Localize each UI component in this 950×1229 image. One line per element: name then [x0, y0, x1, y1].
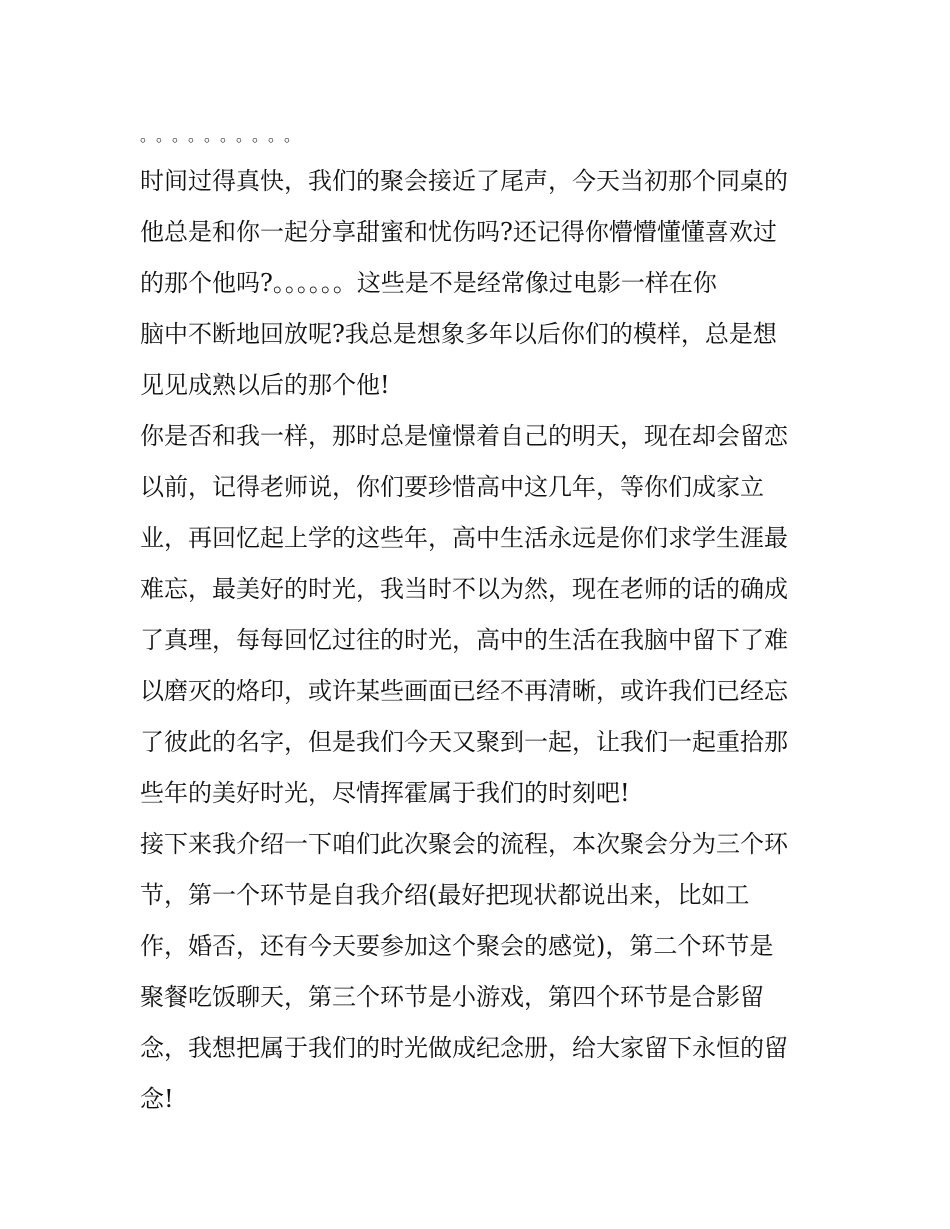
text-line: 脑中不断地回放呢?我总是想象多年以后你们的模样，总是想: [140, 320, 777, 348]
text-line: 念!: [140, 1085, 174, 1113]
text-line: 些年的美好时光，尽情挥霍属于我们的时刻吧!: [140, 779, 630, 807]
text-line: 接下来我介绍一下咱们此次聚会的流程，本次聚会分为三个环: [140, 830, 788, 858]
text-line: 以前，记得老师说，你们要珍惜高中这几年，等你们成家立: [140, 473, 764, 501]
text-line: 难忘，最美好的时光，我当时不以为然，现在老师的话的确成: [140, 575, 788, 603]
text-line: 作，婚否，还有今天要参加这个聚会的感觉)，第二个环节是: [140, 932, 774, 960]
paragraph-3: [140, 819, 820, 1125]
text-line: 见见成熟以后的那个他!: [140, 371, 390, 399]
text-line: 你是否和我一样，那时总是憧憬着自己的明天，现在却会留恋: [140, 422, 788, 450]
document-body: [140, 116, 820, 1125]
paragraph-1: [140, 156, 820, 411]
ellipsis-line: 。。。。。。。。。。: [140, 126, 309, 145]
text-line: 节，第一个环节是自我介绍(最好把现状都说出来，比如工: [140, 881, 750, 909]
text-line: 的那个他吗?。。。。。。这些是不是经常像过电影一样在你: [140, 269, 717, 297]
text-line: 他总是和你一起分享甜蜜和忧伤吗?还记得你懵懵懂懂喜欢过: [140, 218, 777, 246]
text-line: 了彼此的名字，但是我们今天又聚到一起，让我们一起重拾那: [140, 728, 788, 756]
text-line: 了真理，每每回忆过往的时光，高中的生活在我脑中留下了难: [140, 626, 788, 654]
paragraph-2: [140, 411, 820, 819]
text-line: 以磨灭的烙印，或许某些画面已经不再清晰，或许我们已经忘: [140, 677, 788, 705]
text-line: 业，再回忆起上学的这些年，高中生活永远是你们求学生涯最: [140, 524, 788, 552]
text-line: 念，我想把属于我们的时光做成纪念册，给大家留下永恒的留: [140, 1034, 788, 1062]
text-line: 时间过得真快，我们的聚会接近了尾声，今天当初那个同桌的: [140, 167, 788, 195]
text-line: 聚餐吃饭聊天，第三个环节是小游戏，第四个环节是合影留: [140, 983, 764, 1011]
